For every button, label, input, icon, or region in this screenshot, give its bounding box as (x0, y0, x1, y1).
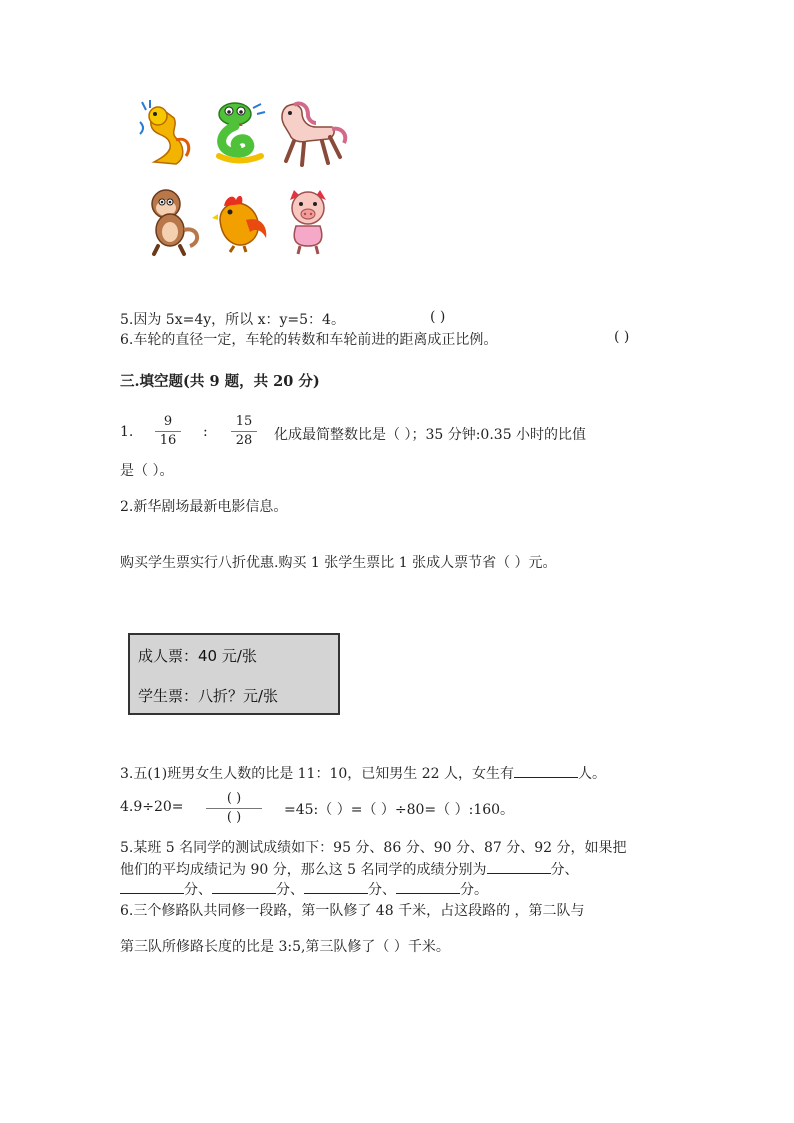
dragon-icon (136, 100, 198, 170)
monkey-icon (140, 186, 206, 258)
fill-q4-prefix: 4.9÷20= (120, 799, 184, 815)
fraction-denominator: 28 (235, 433, 253, 448)
pig-icon (280, 186, 338, 258)
fill-q6-line1: 6.三个修路队共同修一段路，第一队修了 48 千米，占这段路的 ，第二队与 (120, 903, 585, 919)
answer-blank[interactable] (487, 861, 551, 874)
judge-q5-paren: ( ) (430, 309, 446, 325)
fill-q5-line3 (120, 879, 488, 899)
judge-q6: 6.车轮的直径一定，车轮的转数和车轮前进的距离成正比例。 (120, 332, 498, 348)
snake-icon (207, 100, 269, 166)
section-title: 三.填空题(共 9 题，共 20 分) (120, 373, 320, 390)
fill-q6-line2: 第三队所修路长度的比是 3:5,第三队修了（ ）千米。 (120, 939, 450, 955)
judge-q5 (120, 309, 345, 329)
fill-q5-line2 (120, 859, 579, 879)
horse-icon (272, 97, 350, 169)
fill-q5-unit: 分、 (550, 862, 579, 878)
fill-q1-fraction-1 (155, 414, 181, 449)
fraction-bar (231, 431, 257, 432)
fraction-numerator: 9 (163, 414, 173, 429)
fill-q2-line2: 购买学生票实行八折优惠.购买 1 张学生票比 1 张成人票节省（ ）元。 (120, 555, 557, 571)
fraction-denominator: ( ) (226, 810, 242, 825)
ticket-price-board (128, 633, 340, 715)
fill-q1-number: 1. (120, 424, 134, 440)
fill-q3-text: 3.五(1)班男女生人数的比是 11：10，已知男生 22 人，女生有 (120, 766, 514, 782)
fill-q5-line1: 5.某班 5 名同学的测试成绩如下：95 分、86 分、90 分、87 分、92 分，如果把 (120, 840, 627, 856)
fill-q1-colon: : (203, 424, 208, 440)
fill-q3 (120, 763, 606, 783)
fill-q1-line2: 是（ ）。 (120, 463, 174, 479)
answer-blank[interactable] (514, 765, 578, 778)
fill-q5-line2-text: 他们的平均成绩记为 90 分，那么这 5 名同学的成绩分别为 (120, 862, 487, 878)
rooster-icon (210, 190, 272, 254)
ticket-student-price: 学生票：八折？元/张 (138, 687, 279, 705)
fraction-bar (206, 808, 262, 809)
answer-blank[interactable] (304, 881, 368, 894)
answer-blank[interactable] (120, 881, 184, 894)
fraction-bar (155, 431, 181, 432)
fill-q5-end: 分。 (460, 882, 488, 898)
fill-q2-line1: 2.新华剧场最新电影信息。 (120, 499, 288, 515)
fill-q1-fraction-2 (231, 414, 257, 449)
answer-blank[interactable] (396, 881, 460, 894)
fraction-denominator: 16 (159, 433, 177, 448)
fill-q5-unit: 分、 (276, 882, 304, 898)
judge-q6-paren: ( ) (614, 329, 630, 345)
fill-q5-unit: 分、 (368, 882, 396, 898)
fill-q4-rest: =45:（ ）=（ ）÷80=（ ）:160。 (284, 802, 515, 818)
ticket-adult-price: 成人票：40 元/张 (138, 647, 257, 665)
fill-q3-after: 人。 (577, 766, 606, 782)
fill-q4-fraction (206, 791, 262, 826)
fill-q1-rest: 化成最简整数比是（ ）；35 分钟:0.35 小时的比值 (274, 427, 587, 443)
fill-q5-unit: 分、 (184, 882, 212, 898)
fraction-numerator: ( ) (226, 791, 242, 806)
fraction-numerator: 15 (235, 414, 253, 429)
judge-q5-text: 5.因为 5x=4y，所以 x：y=5：4。 (120, 312, 345, 328)
answer-blank[interactable] (212, 881, 276, 894)
